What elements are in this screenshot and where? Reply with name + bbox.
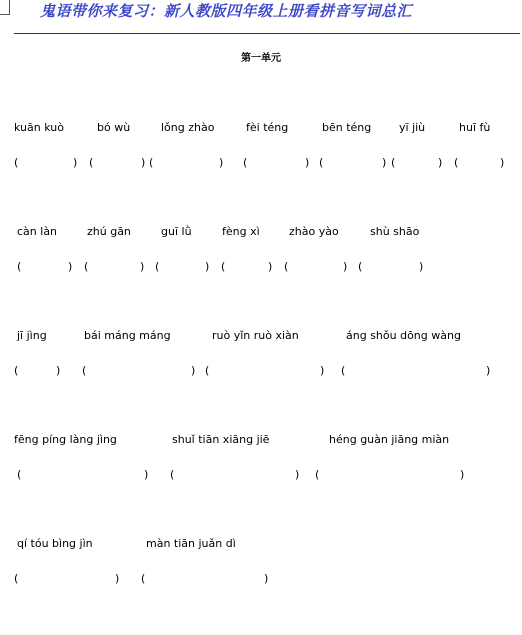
pinyin-word: càn làn xyxy=(17,225,58,238)
answer-paren: ( xyxy=(315,468,320,481)
answer-paren: ) xyxy=(115,572,120,585)
pinyin-word: kuān kuò xyxy=(14,121,64,134)
pinyin-word: shù shāo xyxy=(370,225,420,238)
answer-paren: ( xyxy=(149,156,154,169)
pinyin-word: huī fù xyxy=(459,121,491,134)
answer-paren: ) xyxy=(56,364,61,377)
answer-paren: ( xyxy=(17,260,22,273)
answer-paren: ( xyxy=(391,156,396,169)
page-corner-marker xyxy=(0,0,10,15)
answer-paren: ) xyxy=(460,468,465,481)
pinyin-word: bēn téng xyxy=(322,121,372,134)
answer-paren: ( xyxy=(170,468,175,481)
answer-paren: ) xyxy=(144,468,149,481)
answer-paren: ( xyxy=(155,260,160,273)
answer-paren: ( xyxy=(14,572,19,585)
answer-paren: ) xyxy=(438,156,443,169)
answer-paren: ( xyxy=(84,260,89,273)
answer-row-3 xyxy=(0,363,522,379)
pinyin-row-4 xyxy=(0,432,522,448)
answer-paren: ) xyxy=(500,156,505,169)
pinyin-word: áng shǒu dōng wàng xyxy=(346,329,461,342)
pinyin-word: yī jiù xyxy=(399,121,426,134)
pinyin-word: fèi téng xyxy=(246,121,289,134)
answer-paren: ( xyxy=(14,364,19,377)
answer-row-5 xyxy=(0,571,522,587)
answer-paren: ) xyxy=(219,156,224,169)
answer-paren: ( xyxy=(358,260,363,273)
pinyin-word: zhú gān xyxy=(87,225,131,238)
answer-paren: ( xyxy=(319,156,324,169)
answer-row-2 xyxy=(0,259,522,275)
answer-paren: ) xyxy=(268,260,273,273)
pinyin-word: lǒng zhào xyxy=(161,121,215,134)
pinyin-word: bó wù xyxy=(97,121,131,134)
answer-paren: ( xyxy=(17,468,22,481)
answer-paren: ) xyxy=(305,156,310,169)
pinyin-word: fèng xì xyxy=(222,225,260,238)
answer-paren: ) xyxy=(205,260,210,273)
answer-paren: ( xyxy=(454,156,459,169)
answer-paren: ) xyxy=(140,260,145,273)
document-header-title: 鬼语带你来复习：新人教版四年级上册看拼音写词总汇 xyxy=(40,2,413,20)
answer-paren: ( xyxy=(14,156,19,169)
pinyin-word: fēng píng làng jìng xyxy=(14,433,117,446)
answer-paren: ) xyxy=(295,468,300,481)
answer-paren: ( xyxy=(205,364,210,377)
answer-paren: ( xyxy=(82,364,87,377)
header-divider xyxy=(14,33,520,34)
answer-paren: ) xyxy=(343,260,348,273)
pinyin-word: bái máng máng xyxy=(84,329,171,342)
answer-paren: ( xyxy=(141,572,146,585)
pinyin-word: zhào yào xyxy=(289,225,339,238)
pinyin-row-1 xyxy=(0,120,522,136)
pinyin-row-2 xyxy=(0,224,522,240)
answer-row-4 xyxy=(0,467,522,483)
pinyin-word: jī jìng xyxy=(17,329,47,342)
answer-paren: ) xyxy=(141,156,146,169)
answer-paren: ( xyxy=(243,156,248,169)
answer-paren: ( xyxy=(89,156,94,169)
answer-paren: ) xyxy=(68,260,73,273)
answer-paren: ( xyxy=(341,364,346,377)
pinyin-row-5 xyxy=(0,536,522,552)
answer-paren: ) xyxy=(264,572,269,585)
answer-paren: ) xyxy=(191,364,196,377)
answer-paren: ( xyxy=(221,260,226,273)
answer-row-1 xyxy=(0,155,522,171)
answer-paren: ) xyxy=(419,260,424,273)
unit-title: 第一单元 xyxy=(241,53,281,64)
pinyin-row-3 xyxy=(0,328,522,344)
answer-paren: ) xyxy=(73,156,78,169)
pinyin-word: ruò yǐn ruò xiàn xyxy=(212,329,299,342)
answer-paren: ) xyxy=(320,364,325,377)
answer-paren: ( xyxy=(284,260,289,273)
answer-paren: ) xyxy=(382,156,387,169)
pinyin-word: shuǐ tiān xiāng jiē xyxy=(172,433,270,446)
pinyin-word: guī lǜ xyxy=(161,225,192,238)
pinyin-word: màn tiān juǎn dì xyxy=(146,537,236,550)
pinyin-word: héng guàn jiāng miàn xyxy=(329,433,450,446)
pinyin-word: qí tóu bìng jìn xyxy=(17,537,93,550)
answer-paren: ) xyxy=(486,364,491,377)
